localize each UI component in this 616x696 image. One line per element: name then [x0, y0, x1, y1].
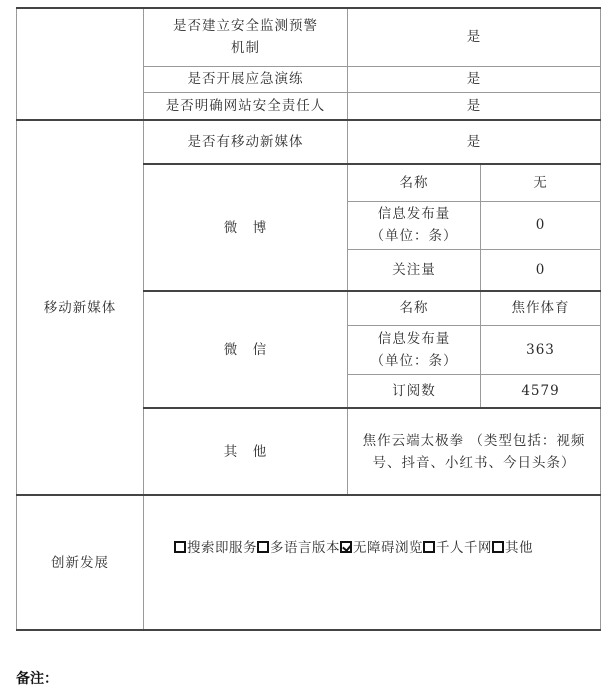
innovation-options: 搜索即服务 多语言版本 无障碍浏览 千人千网 其他 [144, 495, 601, 630]
row-label: 是否开展应急演练 [144, 66, 348, 92]
wechat-posts-label: 信息发布量 （单位：条） [348, 325, 481, 374]
row-value: 是 [348, 8, 601, 66]
weibo-followers-label: 关注量 [348, 249, 481, 291]
remark-label: 备注： [16, 671, 58, 687]
wechat-subscribers-label: 订阅数 [348, 374, 481, 408]
row-value: 是 [348, 92, 601, 120]
checkbox-other[interactable] [492, 541, 504, 553]
wechat-posts-value: 363 [481, 325, 601, 374]
table-row [17, 120, 601, 164]
wechat-label: 微 信 [144, 291, 348, 408]
table-row [17, 495, 601, 630]
weibo-label: 微 博 [144, 164, 348, 291]
wechat-subscribers-value: 4579 [481, 374, 601, 408]
new-media-section-label: 移动新媒体 [17, 120, 144, 495]
security-section-cell [17, 8, 144, 120]
weibo-followers-value: 0 [481, 249, 601, 291]
weibo-name-label: 名称 [348, 164, 481, 201]
innovation-section-label: 创新发展 [17, 495, 144, 630]
checkbox-search-service[interactable] [174, 541, 186, 553]
row-label: 是否明确网站安全责任人 [144, 92, 348, 120]
checkbox-accessibility[interactable] [340, 541, 352, 553]
weibo-name-value: 无 [481, 164, 601, 201]
wechat-name-label: 名称 [348, 291, 481, 325]
row-value: 是 [348, 66, 601, 92]
table-row [17, 8, 601, 66]
row-value: 是 [348, 120, 601, 164]
other-value: 焦作云端太极拳 （类型包括：视频号、抖音、小红书、今日头条） [348, 408, 601, 495]
weibo-posts-label: 信息发布量 （单位：条） [348, 201, 481, 249]
wechat-name-value: 焦作体育 [481, 291, 601, 325]
checkbox-multilingual[interactable] [257, 541, 269, 553]
weibo-posts-value: 0 [481, 201, 601, 249]
checkbox-personalized[interactable] [423, 541, 435, 553]
row-label: 是否建立安全监测预警 机制 [144, 8, 348, 66]
other-label: 其 他 [144, 408, 348, 495]
report-table [16, 7, 601, 631]
row-label: 是否有移动新媒体 [144, 120, 348, 164]
